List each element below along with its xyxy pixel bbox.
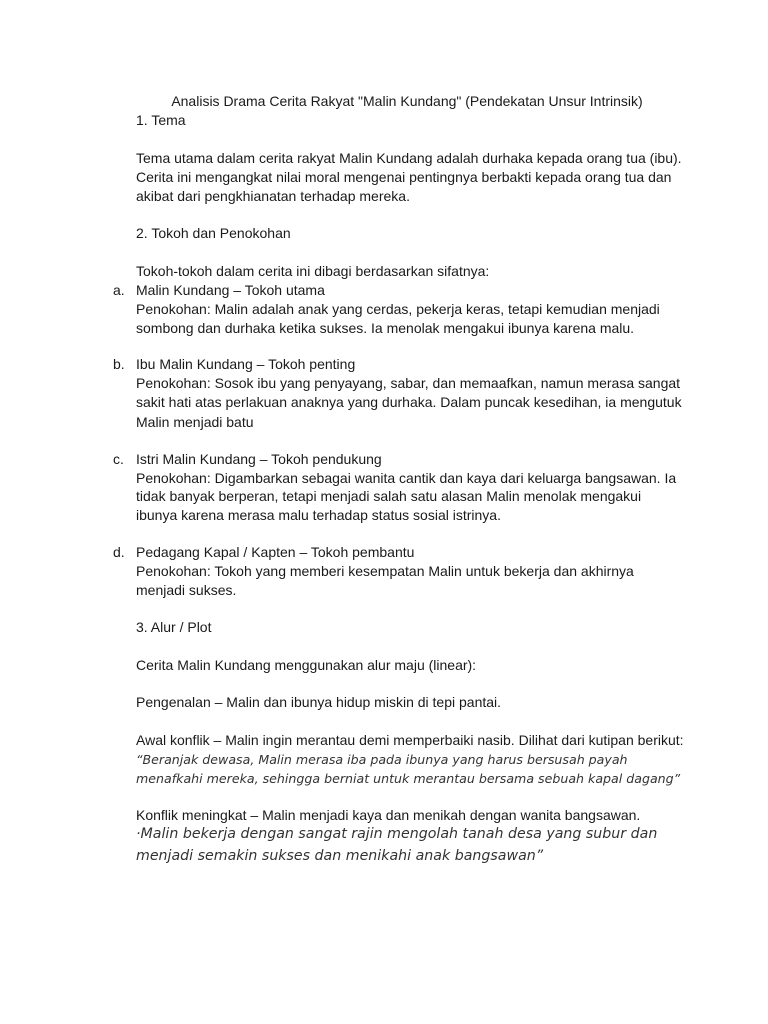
paragraph-line: Penokohan: Sosok ibu yang penyayang, sabar, dan memaafkan, namun merasa sangat [136,375,681,391]
document-title: Analisis Drama Cerita Rakyat "Malin Kundang" (Pendekatan Unsur Intrinsik) [171,93,643,109]
paragraph-line: Pengenalan – Malin dan ibunya hidup miskin di tepi pantai. [136,694,502,710]
list-marker: c. [113,451,124,467]
section-heading-tema: 1. Tema [136,112,186,128]
paragraph-line: Malin menjadi batu [136,414,254,430]
paragraph-line: ibunya karena merasa malu terhadap status sosial istrinya. [136,507,501,523]
list-marker: d. [113,544,125,560]
paragraph-line: Tema utama dalam cerita rakyat Malin Kundang adalah durhaka kepada orang tua (ibu). [136,150,682,166]
paragraph-line: Tokoh-tokoh dalam cerita ini dibagi berdasarkan sifatnya: [136,263,490,279]
quote-line: menafkahi mereka, sehingga berniat untuk merantau bersama sebuah kapal dagang” [136,771,681,786]
character-name: Pedagang Kapal / Kapten – Tokoh pembantu [136,544,415,560]
paragraph-line: akibat dari pengkhianatan terhadap mereka. [136,188,410,204]
quote-line: ·Malin bekerja dengan sangat rajin mengolah tanah desa yang subur dan [136,826,658,842]
paragraph-line: Penokohan: Tokoh yang memberi kesempatan Malin untuk bekerja dan akhirnya [136,563,634,579]
paragraph-line: Awal konflik – Malin ingin merantau demi memperbaiki nasib. Dilihat dari kutipan berikut: [136,732,684,748]
section-heading-alur: 3. Alur / Plot [136,619,212,635]
character-name: Malin Kundang – Tokoh utama [136,282,325,298]
section-heading-tokoh: 2. Tokoh dan Penokohan [136,225,291,241]
character-name: Istri Malin Kundang – Tokoh pendukung [136,451,382,467]
paragraph-line: Penokohan: Malin adalah anak yang cerdas, pekerja keras, tetapi kemudian menjadi [136,301,660,317]
paragraph-line: menjadi sukses. [136,582,237,598]
paragraph-line: Cerita Malin Kundang menggunakan alur maju (linear): [136,657,477,673]
list-marker: b. [113,356,125,372]
paragraph-line: sombong dan durhaka ketika sukses. Ia menolak mengakui ibunya karena malu. [136,320,635,336]
quote-line: menjadi semakin sukses dan menikahi anak bangsawan” [136,848,544,864]
paragraph-line: Konflik meningkat – Malin menjadi kaya dan menikah dengan wanita bangsawan. [136,807,641,823]
paragraph-line: Penokohan: Digambarkan sebagai wanita cantik dan kaya dari keluarga bangsawan. Ia [136,470,677,486]
quote-line: “Beranjak dewasa, Malin merasa iba pada ibunya yang harus bersusah payah [136,752,628,767]
paragraph-line: sakit hati atas perlakuan anaknya yang durhaka. Dalam puncak kesedihan, ia mengutuk [136,394,682,410]
paragraph-line: Cerita ini mengangkat nilai moral mengenai pentingnya berbakti kepada orang tua dan [136,169,672,185]
list-marker: a. [113,282,125,298]
character-name: Ibu Malin Kundang – Tokoh penting [136,356,356,372]
paragraph-line: tidak banyak berperan, tetapi menjadi salah satu alasan Malin menolak mengakui [136,488,642,504]
